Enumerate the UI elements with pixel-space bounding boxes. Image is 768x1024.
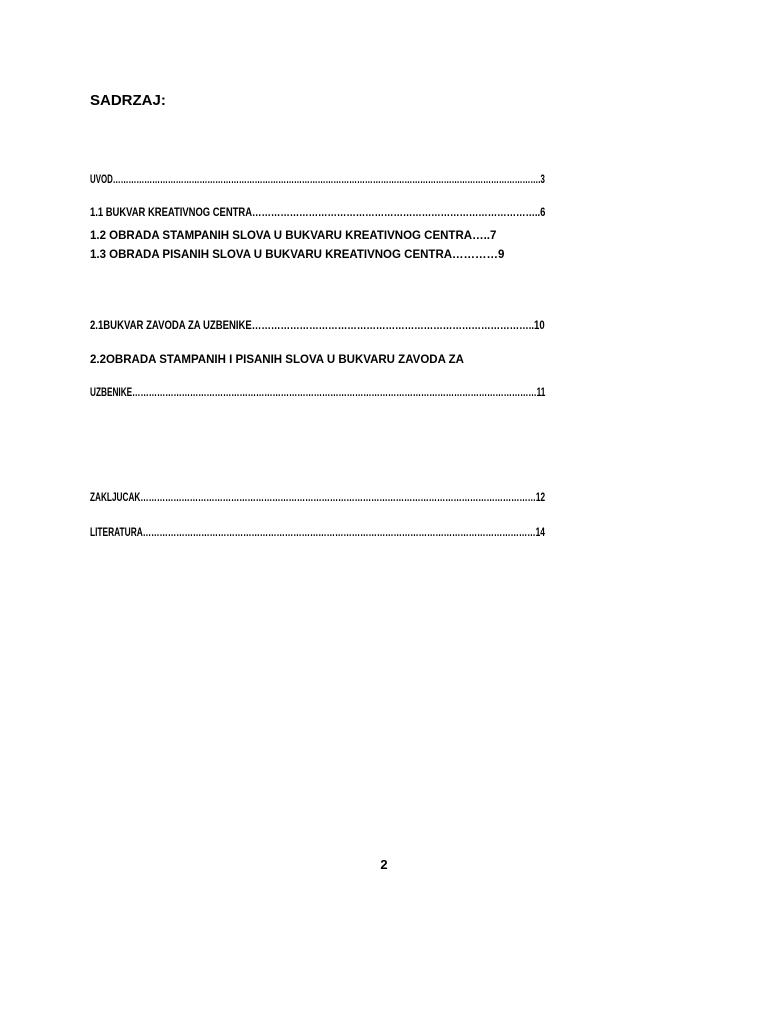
toc-entry-zakljucak: ZAKLJUCAK………………………………………………………………………………………………………………………………12 xyxy=(90,492,546,504)
toc-entry-2-2-continued: UZBENIKE…………………………………………………………………………………………………………………………………11 xyxy=(90,387,546,399)
toc-entry-1-3: 1.3 OBRADA PISANIH SLOVA U BUKVARU KREATIVNOG CENTRA…………9 xyxy=(90,249,505,261)
toc-entry-2-1: 2.1BUKVAR ZAVODA ZA UZBENIKE……………………………………………………………………………..10 xyxy=(90,320,545,332)
toc-entry-literatura: LITERATURA……………………………………………………………………………………………………………………………14 xyxy=(90,527,545,539)
toc-title: SADRZAJ: xyxy=(90,92,166,109)
toc-entry-1-2: 1.2 OBRADA STAMPANIH SLOVA U BUKVARU KREATIVNOG CENTRA…..7 xyxy=(90,230,497,242)
toc-entry-uvod: UVOD……………………………………………………………………………………………………………………………………………….3 xyxy=(90,174,545,186)
toc-entry-2-2: 2.2OBRADA STAMPANIH I PISANIH SLOVA U BUKVARU ZAVODA ZA xyxy=(90,354,464,366)
page-number: 2 xyxy=(380,857,388,872)
toc-entry-1-1: 1.1 BUKVAR KREATIVNOG CENTRA………………………………………………………………………………..6 xyxy=(90,207,546,219)
